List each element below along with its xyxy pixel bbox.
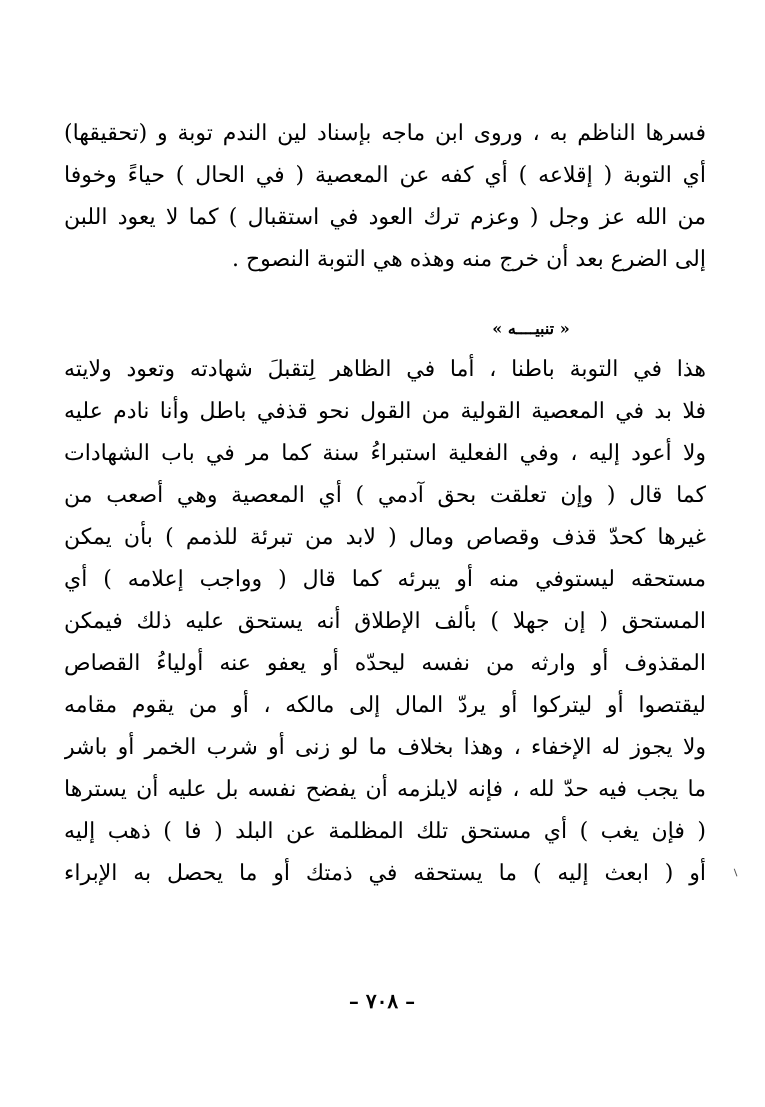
text-line: مستحقه ليستوفي منه أو يبرئه كما قال ( وواجب إعلامه ) أي [64, 567, 706, 592]
text-line: ولا يجوز له الإخفاء ، وهذا بخلاف ما لو زنى أو شرب الخمر أو باشر [64, 735, 706, 760]
text-line: إلى الضرع بعد أن خرج منه وهذه هي التوبة النصوح . [231, 247, 706, 272]
text-line: ولا أعود إليه ، وفي الفعلية استبراءُ سنة كما مر في باب الشهادات [64, 441, 706, 466]
text-line: ( فإن يغب ) أي مستحق تلك المظلمة عن البلد ( فا ) ذهب إليه [64, 819, 706, 844]
text-line: كما قال ( وإن تعلقت بحق آدمي ) أي المعصية وهي أصعب من [64, 483, 706, 508]
text-line: غيرها كحدّ قذف وقصاص ومال ( لابد من تبرئة للذمم ) بأن يمكن [64, 525, 706, 550]
text-line: المقذوف أو وارثه من نفسه ليحدّه أو يعفو عنه أولياءُ القصاص [64, 651, 706, 676]
text-line: من الله عز وجل ( وعزم ترك العود في استقبال ) كما لا يعود اللبن [64, 205, 706, 230]
text-line: أي التوبة ( إقلاعه ) أي كفه عن المعصية ( في الحال ) حياءً وخوفا [64, 163, 706, 188]
paragraph-1 [64, 113, 706, 281]
text-line: أو ( ابعث إليه ) ما يستحقه في ذمتك أو ما يحصل به الإبراء [64, 861, 706, 886]
section-heading: « تنبيــــه » [492, 319, 570, 338]
text-line: فسرها الناظم به ، وروى ابن ماجه بإسناد لين الندم توبة و (تحقيقها) [64, 121, 706, 146]
text-line: المستحق ( إن جهلا ) بألف الإطلاق أنه يستحق عليه ذلك فيمكن [64, 609, 706, 634]
paragraph-2 [64, 349, 706, 895]
margin-mark [734, 868, 740, 877]
text-line: هذا في التوبة باطنا ، أما في الظاهر لِتقبلَ شهادته وتعود ولايته [64, 357, 706, 382]
text-line: فلا بد في المعصية القولية من القول نحو قذفي باطل وأنا نادم عليه [64, 399, 706, 424]
page-number: – ٧٠٨ – [348, 989, 416, 1013]
text-line: ما يجب فيه حدّ لله ، فإنه لايلزمه أن يفضح نفسه بل عليه أن يسترها [64, 777, 706, 802]
text-line: ليقتصوا أو ليتركوا أو يردّ المال إلى مالكه ، أو من يقوم مقامه [64, 693, 706, 718]
